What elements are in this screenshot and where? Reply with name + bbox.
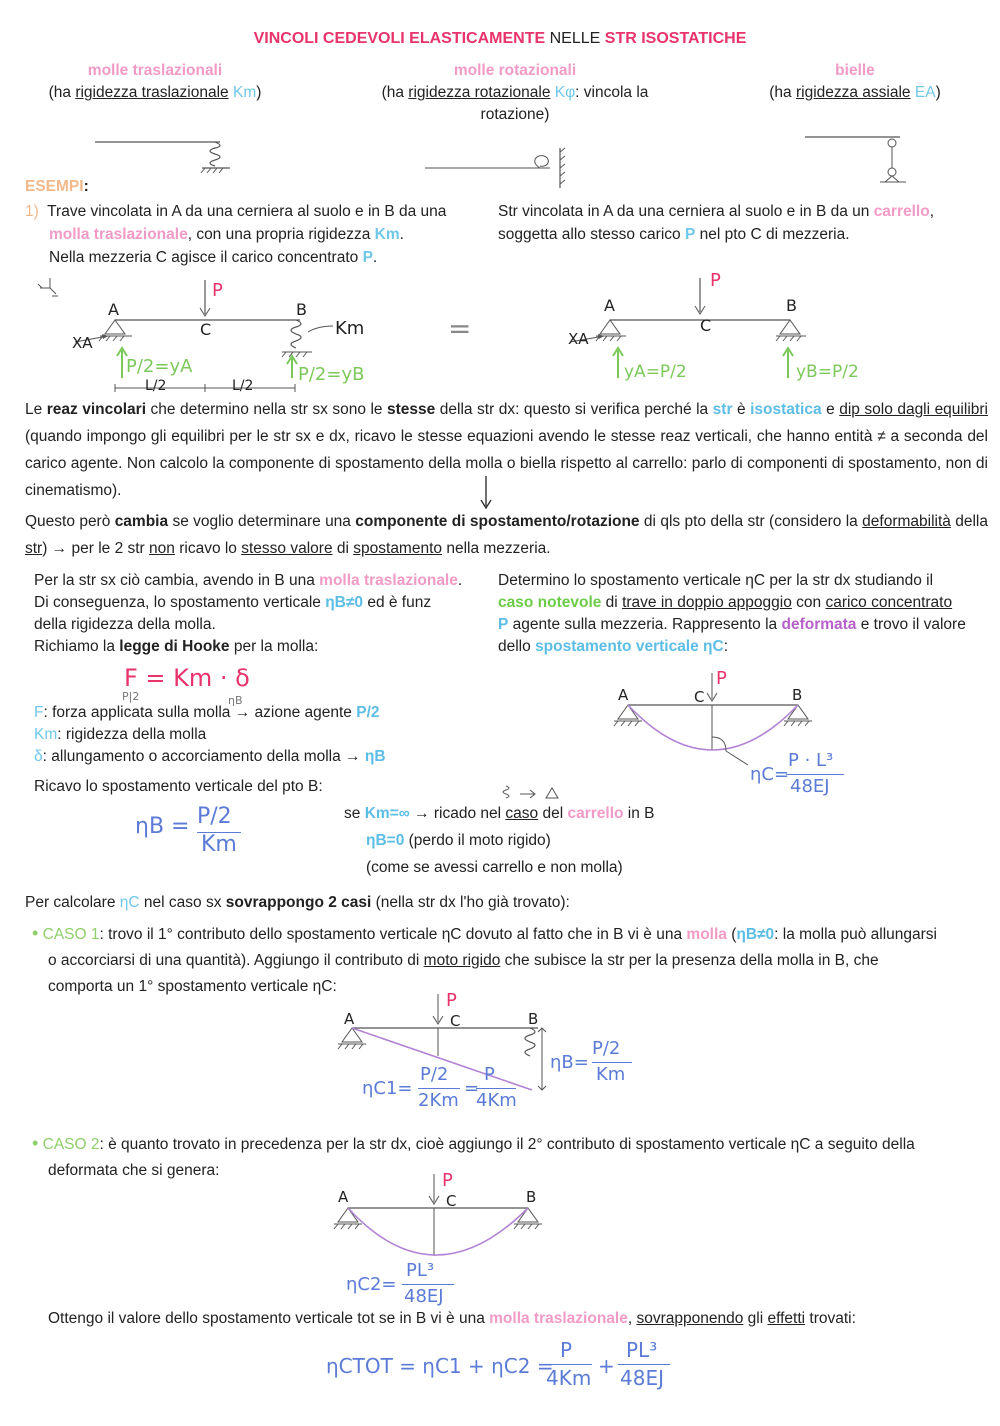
- example1-left-text: 1) Trave vincolata in A da una cerniera al suolo e in B da una molla traslazionale, con una propria rigidezza Km. Nella mezzeria C agisce il carico concentrato P.: [25, 203, 447, 266]
- caso1-bullet: • CASO 1: trovo il 1° contributo dello spostamento verticale ηC dovuto al fatto che in B vi è una molla (ηB≠0: la molla può allungarsi o accorciarsi di una quantità). Aggiungo il contributo di moto rigido che subisce la str per la presenza della molla in B, che comporta un 1° spostamento verticale ηC:: [32, 923, 937, 995]
- type-molle-traslazionali: [30, 60, 280, 104]
- type-name: bielle: [835, 62, 875, 79]
- diag1-A: A: [108, 300, 119, 319]
- diag1-Km: Km: [335, 318, 365, 339]
- ricavo-text: Ricavo lo spostamento verticale del pto B:: [34, 778, 323, 795]
- caso1-B: B: [528, 1010, 539, 1028]
- diag1-P-right: P: [710, 270, 721, 291]
- examples-label: ESEMPI:: [25, 178, 89, 195]
- biella-sketch: [800, 130, 920, 190]
- diag1-eq: =: [448, 312, 472, 345]
- paragraph-cambia: Questo però cambia se voglio determinare una componente di spostamento/rotazione di qls pto della str (considero la deformabilità della str) → per le 2 str non ricavo lo stesso valore di spostamento nella mezzeria.: [25, 513, 988, 557]
- caso2-P: P: [442, 1170, 453, 1191]
- sovrapposizione-intro: Per calcolare ηC nel caso sx sovrappongo 2 casi (nella str dx l'ho già trovato):: [25, 894, 570, 911]
- deformata-B: B: [792, 686, 803, 704]
- type-name: molle rotazionali: [453, 62, 577, 79]
- diag1-A-right: A: [604, 296, 615, 315]
- example1-right-text: Str vincolata in A da una cerniera al suolo e in B da un carrello, soggetta allo stesso carico P nel pto C di mezzeria.: [498, 203, 935, 243]
- type-desc: (ha rigidezza assiale EA): [769, 84, 941, 101]
- hooke-legend: F: forza applicata sulla molla → azione agente P/2 Km: rigidezza della molla δ: allungamento o accorciamento della molla → ηB: [34, 704, 386, 765]
- caso1-P: P: [446, 990, 457, 1011]
- diag1-XA: XA: [72, 334, 93, 352]
- diag1-XA-right: XA: [568, 330, 589, 348]
- diag1-ya: P/2=yA: [126, 356, 193, 377]
- diag1-B-right: B: [786, 296, 797, 315]
- right-column-carrello: Determino lo spostamento verticale ηC per la str dx studiando il caso notevole di trave in doppio appoggio con carico concentrato P agente sulla mezzeria. Rappresento la deformata e trovo il valore dello spostamento verticale ηC:: [498, 572, 966, 655]
- title-part1: VINCOLI CEDEVOLI ELASTICAMENTE: [253, 30, 546, 47]
- diag1-L2a: L/2: [145, 378, 167, 394]
- paragraph-reazioni: Le reaz vincolari che determino nella str sx sono le stesse della str dx: questo si verifica perché la str è isostatica e dip solo dagli equilibri (quando impongo gli equilibri per le str sx e dx, ricavo le stesse equazioni avendo le stesse reaz verticali, che hanno entità ≠ a seconda del carico agente. Non calcolo la componente di spostamento della molla o biella rispetto al carrello: parlo di componenti di spostamento, non di cinematismo).: [25, 401, 988, 499]
- diag1-ya-right: yA=P/2: [624, 362, 687, 382]
- rotational-spring-sketch: [420, 140, 580, 195]
- type-desc: (ha rigidezza traslazionale Km): [48, 84, 262, 101]
- title-part3: STR ISOSTATICHE: [604, 30, 747, 47]
- diag1-yb-right: yB=P/2: [796, 362, 859, 382]
- spring-sketch: [90, 130, 250, 180]
- diag1-C: C: [200, 320, 212, 339]
- deformata-C: C: [694, 688, 705, 706]
- left-column-molla: Per la str sx ciò cambia, avendo in B una molla traslazionale. Di conseguenza, lo spostamento verticale ηB≠0 ed è funz della rigidezza della molla. Richiamo la legge di Hooke per la molla:: [34, 572, 463, 655]
- km-infinite-note: se Km=∞ → ricado nel caso del carrello in B ηB=0 (perdo il moto rigido) (come se avessi carrello e non molla): [344, 805, 655, 876]
- spring-to-carrello-icon: [498, 784, 568, 804]
- type-desc: (ha rigidezza rotazionale Kφ: vincola la rotazione): [381, 84, 649, 123]
- deformata-P: P: [716, 668, 727, 689]
- hooke-formula: F = Km · δ: [124, 664, 250, 692]
- caso2-C: C: [446, 1192, 457, 1210]
- down-arrow-icon: [480, 476, 492, 510]
- type-name: molle traslazionali: [87, 62, 223, 79]
- title-part2: NELLE: [545, 30, 605, 47]
- diag1-C-right: C: [700, 316, 712, 335]
- caso2-bullet: • CASO 2: è quanto trovato in precedenza per la str dx, cioè aggiungo il 2° contributo di spostamento verticale ηC a seguito della deformata che si genera:: [32, 1133, 915, 1179]
- caso1-A: A: [344, 1010, 355, 1028]
- diag1-yb: P/2=yB: [298, 364, 365, 385]
- caso1-C: C: [450, 1012, 461, 1030]
- axes-icon: [38, 278, 58, 296]
- final-statement: Ottengo il valore dello spostamento verticale tot se in B vi è una molla traslazionale, sovrapponendo gli effetti trovati:: [48, 1310, 856, 1327]
- caso2-A: A: [338, 1188, 349, 1206]
- diag1-P: P: [212, 280, 223, 301]
- deformata-A: A: [618, 686, 629, 704]
- hooke-sub-p2: P|2: [122, 690, 140, 703]
- diag1-L2b: L/2: [232, 378, 254, 394]
- caso2-diagram: [320, 1170, 560, 1270]
- caso2-B: B: [526, 1188, 537, 1206]
- type-bielle: [755, 60, 955, 104]
- diag1-B: B: [296, 300, 307, 319]
- type-molle-rotazionali: [370, 60, 660, 126]
- hooke-sub-nb: ηB: [228, 694, 243, 707]
- page-title: [0, 30, 1000, 48]
